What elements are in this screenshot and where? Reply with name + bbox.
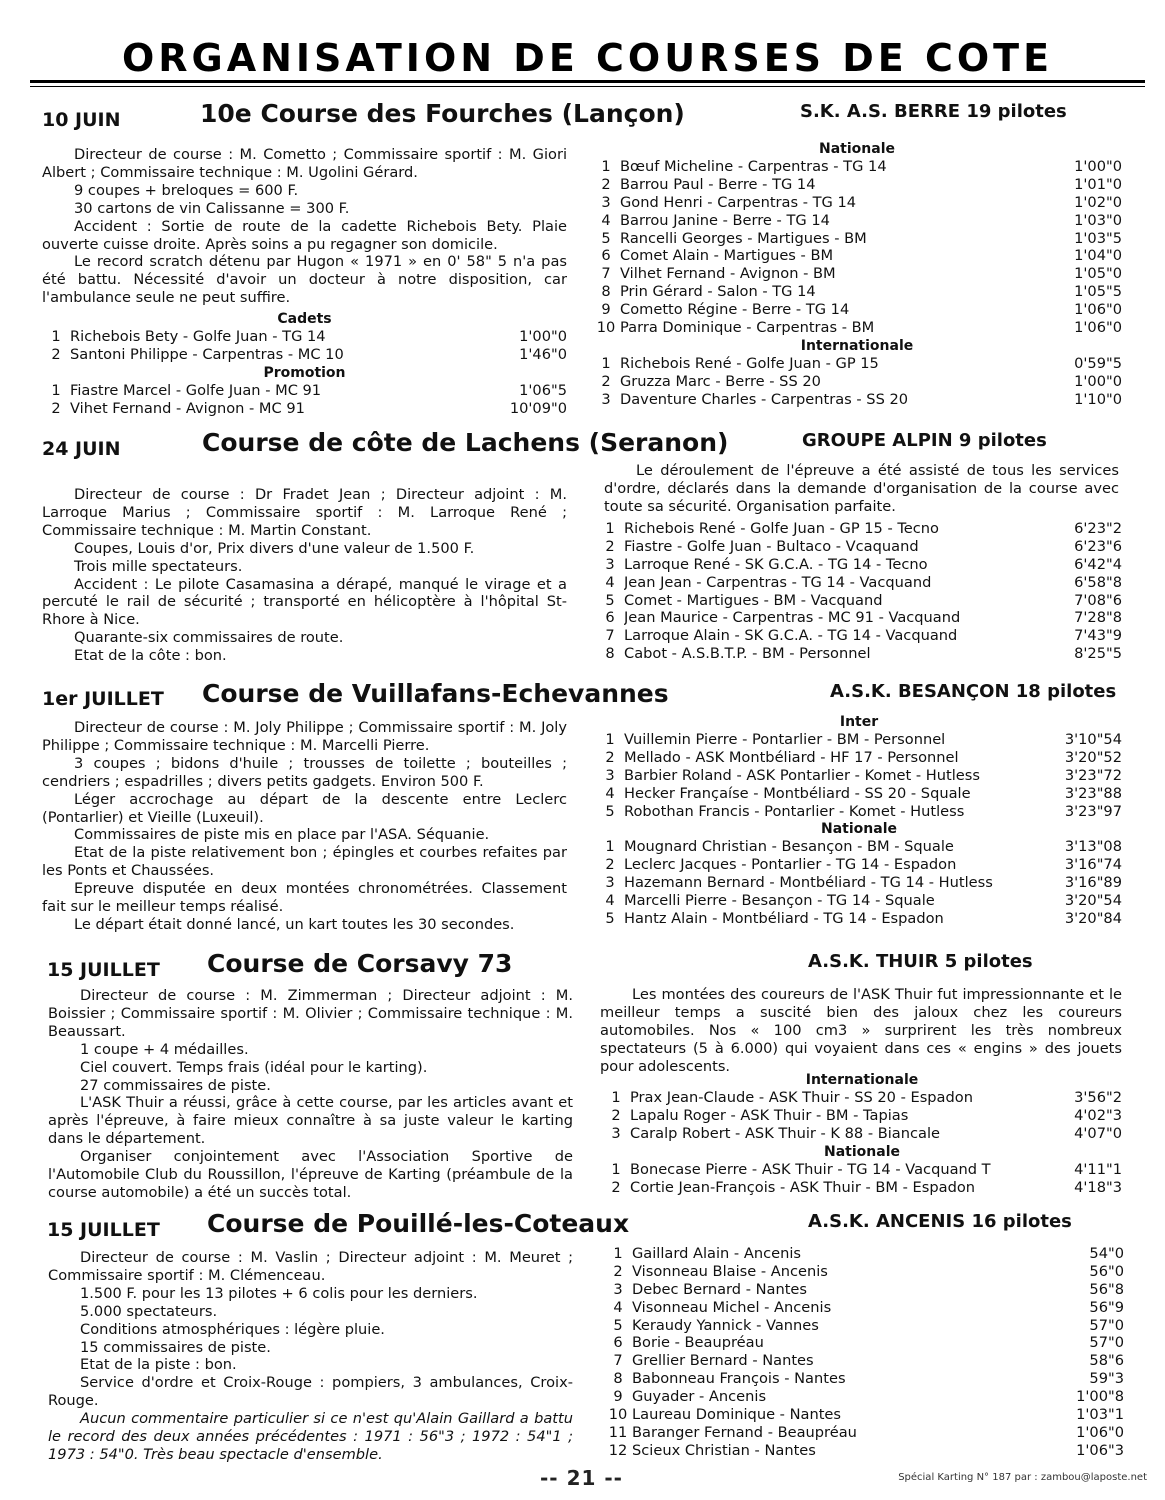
result-time: 1'00"0: [1074, 158, 1122, 175]
result-name: Rancelli Georges - Martigues - BM: [620, 229, 867, 247]
narrative-para: Trois mille spectateurs.: [74, 557, 243, 575]
result-time: 3'20"84: [1064, 910, 1122, 928]
result-time: 58"6: [1089, 1352, 1124, 1370]
result-name: Leclerc Jacques - Pontarlier - TG 14 - Espadon: [624, 856, 957, 874]
result-row: [592, 373, 1122, 391]
category-label: Promotion: [263, 364, 346, 381]
result-rank: 2: [611, 1106, 621, 1124]
result-name: Santoni Philippe - Carpentras - MC 10: [70, 345, 344, 363]
result-rank: 2: [605, 748, 615, 766]
result-rank: 7: [605, 627, 615, 645]
race-narrative: [42, 146, 567, 307]
result-rank: 9: [601, 301, 611, 319]
result-rank: 8: [601, 283, 611, 301]
race-title: Course de Pouillé-les-Coteaux: [207, 1209, 630, 1238]
narrative-para: Etat de la piste : bon.: [80, 1356, 237, 1374]
result-name: Fiastre Marcel - Golfe Juan - MC 91: [70, 381, 322, 399]
narrative-para: 5.000 spectateurs.: [80, 1302, 218, 1320]
result-time: 3'56"2: [1074, 1089, 1122, 1106]
intro-para: Les montées des coureurs de l'ASK Thuir fut impressionnante et le meilleur temps a suscité bien des jaloux chez les coureurs automobiles. Nos « 100 cm3 » surprirent les très nombreux spectateurs (5 à 6.000) qui voyaient dans ces « engins » des jouets pour adolescents.: [600, 986, 1122, 1075]
narrative-para: Quarante-six commissaires de route.: [74, 629, 344, 647]
result-rank: 4: [613, 1298, 623, 1316]
result-row: [42, 382, 567, 400]
result-name: Cometto Régine - Berre - TG 14: [620, 301, 850, 319]
result-name: Mellado - ASK Montbéliard - HF 17 - Personnel: [624, 748, 959, 766]
result-name: Vihet Fernand - Avignon - MC 91: [70, 399, 305, 417]
category-label: Nationale: [819, 141, 895, 157]
result-rank: 5: [605, 910, 615, 928]
result-name: Fiastre - Golfe Juan - Bultaco - Vcaquand: [624, 537, 919, 555]
result-time: 6'42"4: [1074, 555, 1122, 573]
result-rank: 8: [605, 645, 615, 663]
title-rule-thin: [30, 86, 1145, 87]
page-number: -- 21 --: [540, 1466, 623, 1490]
intro-para: Le déroulement de l'épreuve a été assisté de tous les services d'ordre, déclarés dans la demande d'organisation de la course avec toute sa sécurité. Organisation parfaite.: [604, 462, 1119, 515]
narrative-para: Etat de la côte : bon.: [74, 647, 227, 665]
result-name: Comet - Martigues - BM - Vacquand: [624, 591, 883, 609]
result-time: 1'46"0: [519, 345, 567, 363]
result-name: Robothan Francis - Pontarlier - Komet - Hutless: [624, 802, 965, 820]
result-row: [592, 319, 1122, 337]
result-rank: 5: [605, 802, 615, 820]
result-time: 1'06"5: [519, 381, 567, 399]
result-rank: 8: [613, 1370, 623, 1388]
result-time: 1'04"0: [1074, 247, 1122, 265]
result-time: 10'09"0: [509, 399, 567, 417]
result-time: 1'02"0: [1074, 193, 1122, 211]
result-row: [596, 910, 1122, 928]
result-name: Marcelli Pierre - Besançon - TG 14 - Squale: [624, 892, 935, 910]
race-date: 24 JUIN: [42, 438, 121, 460]
result-row: [602, 1161, 1122, 1179]
result-time: 8'25"5: [1074, 645, 1122, 663]
narrative-para: Coupes, Louis d'or, Prix divers d'une valeur de 1.500 F.: [74, 539, 475, 557]
result-time: 56"9: [1089, 1298, 1124, 1316]
race-date: 15 JUILLET: [47, 1219, 160, 1241]
credit-text: Spécial Karting N° 187 par :: [898, 1472, 1038, 1483]
narrative-para: Directeur de course : M. Joly Philippe ; Commissaire sportif : M. Joly Philippe ; Commissaire technique : M. Marcelli Pierre.: [42, 719, 567, 754]
result-time: 1'03"5: [1074, 229, 1122, 247]
result-row: [602, 1179, 1122, 1197]
result-time: 6'23"6: [1074, 537, 1122, 555]
result-name: Richebois René - Golfe Juan - GP 15: [620, 354, 879, 372]
result-time: 57"0: [1089, 1334, 1124, 1352]
result-name: Bœuf Micheline - Carpentras - TG 14: [620, 158, 887, 175]
narrative-para: 27 commissaires de piste.: [80, 1076, 271, 1094]
result-row: [604, 1317, 1124, 1335]
narrative-para: Accident : Sortie de route de la cadette Richebois Bety. Plaie ouverte cuisse droite. Après soins a pu regagner son domicile.: [42, 217, 567, 253]
result-rank: 10: [608, 1406, 628, 1424]
narrative-para: Service d'ordre et Croix-Rouge : pompiers, 3 ambulances, Croix-Rouge.: [48, 1374, 573, 1410]
result-rank: 1: [601, 354, 611, 372]
narrative-para: Organiser conjointement avec l'Association Sportive de l'Automobile Club du Roussillon, l'épreuve de Karting (préambule de la course automobile) a été un succès total.: [48, 1148, 573, 1201]
result-row: [604, 1388, 1124, 1406]
result-name: Hantz Alain - Montbéliard - TG 14 - Espadon: [624, 910, 944, 928]
result-row: [592, 391, 1122, 409]
result-rank: 5: [613, 1316, 623, 1334]
result-rank: 12: [608, 1441, 628, 1459]
result-time: 7'28"8: [1074, 609, 1122, 627]
result-name: Richebois Bety - Golfe Juan - TG 14: [70, 328, 326, 345]
result-time: 1'03"0: [1074, 211, 1122, 229]
result-time: 3'23"72: [1064, 766, 1122, 784]
narrative-para: 30 cartons de vin Calissanne = 300 F.: [74, 199, 350, 217]
narrative-para: Accident : Le pilote Casamasina a dérapé, manqué le virage et a percuté le rail de sécurité ; transporté en hélicoptère à l'hôpital St-Rhore à Nice.: [42, 575, 567, 629]
result-rank: 2: [611, 1178, 621, 1196]
result-name: Parra Dominique - Carpentras - BM: [620, 319, 875, 337]
result-rank: 1: [611, 1160, 621, 1178]
results-right: [602, 1071, 1122, 1196]
result-row: [596, 874, 1122, 892]
result-name: Prax Jean-Claude - ASK Thuir - SS 20 - Espadon: [630, 1089, 973, 1106]
result-time: 6'58"8: [1074, 573, 1122, 591]
result-rank: 1: [613, 1245, 623, 1262]
results-right: [592, 140, 1122, 409]
narrative-para: 9 coupes + breloques = 600 F.: [74, 181, 299, 199]
result-time: 1'06"0: [1074, 301, 1122, 319]
result-time: 1'10"0: [1074, 390, 1122, 408]
club-heading: GROUPE ALPIN 9 pilotes: [802, 430, 1047, 451]
narrative-para: Ciel couvert. Temps frais (idéal pour le karting).: [80, 1058, 428, 1076]
result-time: 3'20"54: [1064, 892, 1122, 910]
result-row: [592, 194, 1122, 212]
result-time: 3'20"52: [1064, 748, 1122, 766]
narrative-para: Commissaires de piste mis en place par l'ASA. Séquanie.: [74, 826, 490, 844]
result-row: [596, 556, 1122, 574]
race-date: 10 JUIN: [42, 109, 121, 131]
result-rank: 4: [605, 784, 615, 802]
result-rank: 2: [51, 399, 61, 417]
result-time: 1'00"0: [1074, 372, 1122, 390]
result-name: Hazemann Bernard - Montbéliard - TG 14 - Hutless: [624, 874, 993, 892]
result-rank: 7: [601, 265, 611, 283]
narrative-para: Directeur de course : M. Vaslin ; Directeur adjoint : M. Meuret ; Commissaire sportif : M. Clémenceau.: [48, 1249, 573, 1284]
result-time: 3'23"97: [1064, 802, 1122, 820]
result-row: [602, 1089, 1122, 1107]
result-rank: 3: [605, 874, 615, 892]
result-row: [596, 767, 1122, 785]
result-rank: 6: [613, 1334, 623, 1352]
result-rank: 1: [51, 381, 61, 399]
narrative-para: 3 coupes ; bidons d'huile ; trousses de toilette ; bouteilles ; cendriers ; espadrilles ; divers petits gadgets. Environ 500 F.: [42, 754, 567, 790]
result-time: 1'00"0: [519, 328, 567, 345]
result-row: [596, 609, 1122, 627]
result-row: [596, 838, 1122, 856]
result-name: Lapalu Roger - ASK Thuir - BM - Tapias: [630, 1106, 909, 1124]
result-time: 4'02"3: [1074, 1106, 1122, 1124]
result-time: 3'13"08: [1064, 838, 1122, 856]
result-rank: 11: [608, 1423, 628, 1441]
result-rank: 1: [601, 158, 611, 175]
club-heading: A.S.K. THUIR 5 pilotes: [808, 951, 1033, 972]
category-label: Nationale: [821, 821, 897, 838]
narrative-para: Le record scratch détenu par Hugon « 1971 » en 0' 58" 5 n'a pas été battu. Nécessité d'avoir un docteur à notre disposition, car l'ambulance seule ne peut suffire.: [42, 253, 567, 307]
result-rank: 2: [51, 345, 61, 363]
result-row: [592, 283, 1122, 301]
result-name: Jean Jean - Carpentras - TG 14 - Vacquand: [624, 573, 932, 591]
result-name: Gond Henri - Carpentras - TG 14: [620, 193, 857, 211]
result-name: Prin Gérard - Salon - TG 14: [620, 283, 816, 301]
title-rule: [30, 80, 1145, 83]
result-time: 3'16"89: [1064, 874, 1122, 892]
race-title: Course de côte de Lachens (Seranon): [202, 428, 729, 457]
result-rank: 2: [601, 372, 611, 390]
result-row: [592, 301, 1122, 319]
narrative-para: 1.500 F. pour les 13 pilotes + 6 colis pour les derniers.: [80, 1284, 478, 1302]
narrative-para: Directeur de course : M. Zimmerman ; Directeur adjoint : M. Boissier ; Commissaire sportif : M. Olivier ; Commissaire technique : M. Beaussart.: [48, 987, 573, 1040]
result-row: [596, 785, 1122, 803]
result-row: [604, 1406, 1124, 1424]
result-name: Caralp Robert - ASK Thuir - K 88 - Biancale: [630, 1124, 941, 1142]
race-intro: [604, 462, 1119, 516]
result-name: Visonneau Michel - Ancenis: [632, 1298, 832, 1316]
narrative-para: Léger accrochage au départ de la descente entre Leclerc (Pontarlier) et Vieille (Luxeuil).: [42, 790, 567, 826]
result-rank: 3: [611, 1124, 621, 1142]
result-time: 1'05"5: [1074, 283, 1122, 301]
result-rank: 4: [601, 211, 611, 229]
result-time: 4'18"3: [1074, 1178, 1122, 1196]
result-row: [596, 592, 1122, 610]
result-row: [604, 1334, 1124, 1352]
category-label: Cadets: [277, 311, 332, 327]
result-time: 59"3: [1089, 1370, 1124, 1388]
result-row: [592, 158, 1122, 176]
narrative-para: Directeur de course : M. Cometto ; Commissaire sportif : M. Giori Albert ; Commissaire technique : M. Ugolini Gérard.: [42, 146, 567, 181]
result-time: 56"8: [1089, 1280, 1124, 1298]
result-name: Visonneau Blaise - Ancenis: [632, 1262, 828, 1280]
result-name: Barrou Paul - Berre - TG 14: [620, 175, 816, 193]
result-row: [592, 212, 1122, 230]
result-rank: 3: [613, 1280, 623, 1298]
result-name: Cabot - A.S.B.T.P. - BM - Personnel: [624, 645, 871, 663]
result-row: [604, 1352, 1124, 1370]
result-row: [596, 538, 1122, 556]
result-name: Bonecase Pierre - ASK Thuir - TG 14 - Vacquand T: [630, 1160, 991, 1178]
club-heading: A.S.K. BESANÇON 18 pilotes: [830, 681, 1117, 702]
result-name: Gaillard Alain - Ancenis: [632, 1245, 801, 1262]
result-row: [592, 265, 1122, 283]
result-rank: 1: [611, 1089, 621, 1106]
result-rank: 9: [613, 1388, 623, 1406]
result-time: 4'07"0: [1074, 1124, 1122, 1142]
result-rank: 2: [605, 856, 615, 874]
result-name: Babonneau François - Nantes: [632, 1370, 846, 1388]
race-title: Course de Corsavy 73: [207, 949, 513, 978]
credit-email: zambou@laposte.net: [1040, 1472, 1147, 1483]
result-row: [592, 355, 1122, 373]
result-row: [592, 230, 1122, 248]
result-row: [42, 328, 567, 346]
result-time: 3'23"88: [1064, 784, 1122, 802]
page-title: ORGANISATION DE COURSES DE COTE: [121, 36, 1054, 80]
result-time: 1'06"0: [1076, 1423, 1124, 1441]
result-row: [596, 574, 1122, 592]
result-time: 54"0: [1089, 1245, 1124, 1262]
result-time: 57"0: [1089, 1316, 1124, 1334]
result-name: Daventure Charles - Carpentras - SS 20: [620, 390, 909, 408]
result-time: 56"0: [1089, 1262, 1124, 1280]
result-rank: 7: [613, 1352, 623, 1370]
result-rank: 3: [601, 193, 611, 211]
result-row: [596, 803, 1122, 821]
narrative-para: 15 commissaires de piste.: [80, 1338, 271, 1356]
result-rank: 6: [605, 609, 615, 627]
result-row: [42, 400, 567, 418]
result-row: [596, 520, 1122, 538]
result-name: Baranger Fernand - Beaupréau: [632, 1423, 857, 1441]
result-rank: 1: [605, 520, 615, 537]
race-intro: [600, 986, 1122, 1076]
result-rank: 3: [601, 390, 611, 408]
result-name: Grellier Bernard - Nantes: [632, 1352, 814, 1370]
narrative-para: L'ASK Thuir a réussi, grâce à cette course, par les articles avant et après l'épreuve, à faire mieux connaître à sa juste valeur le karting dans le département.: [48, 1094, 573, 1148]
result-row: [596, 627, 1122, 645]
result-name: Larroque René - SK G.C.A. - TG 14 - Tecno: [624, 555, 928, 573]
race-narrative: [48, 1249, 573, 1464]
result-row: [596, 731, 1122, 749]
result-name: Cortie Jean-François - ASK Thuir - BM - Espadon: [630, 1178, 976, 1196]
result-name: Comet Alain - Martigues - BM: [620, 247, 834, 265]
narrative-para: 1 coupe + 4 médailles.: [80, 1040, 249, 1058]
narrative-para: Epreuve disputée en deux montées chronométrées. Classement fait sur le meilleur temps réalisé.: [42, 880, 567, 916]
result-name: Borie - Beaupréau: [632, 1334, 764, 1352]
result-time: 7'43"9: [1074, 627, 1122, 645]
result-row: [604, 1299, 1124, 1317]
results-right: [604, 1245, 1124, 1460]
result-time: 0'59"5: [1074, 354, 1122, 372]
result-rank: 2: [605, 537, 615, 555]
result-row: [596, 645, 1122, 663]
result-name: Gruzza Marc - Berre - SS 20: [620, 372, 821, 390]
club-heading: S.K. A.S. BERRE 19 pilotes: [800, 101, 1067, 122]
result-rank: 10: [596, 319, 616, 337]
result-row: [604, 1424, 1124, 1442]
result-rank: 6: [601, 247, 611, 265]
category-label: Inter: [839, 714, 879, 730]
result-row: [604, 1263, 1124, 1281]
result-time: 1'05"0: [1074, 265, 1122, 283]
result-time: 3'10"54: [1064, 731, 1122, 748]
result-rank: 1: [51, 328, 61, 345]
result-row: [604, 1370, 1124, 1388]
result-rank: 3: [605, 766, 615, 784]
result-name: Keraudy Yannick - Vannes: [632, 1316, 819, 1334]
result-row: [592, 247, 1122, 265]
result-time: 4'11"1: [1074, 1160, 1122, 1178]
result-name: Mougnard Christian - Besançon - BM - Squale: [624, 838, 954, 856]
category-label: Nationale: [824, 1143, 900, 1160]
result-rank: 4: [605, 573, 615, 591]
result-name: Jean Maurice - Carpentras - MC 91 - Vacquand: [624, 609, 961, 627]
result-name: Larroque Alain - SK G.C.A. - TG 14 - Vacquand: [624, 627, 958, 645]
result-rank: 2: [613, 1262, 623, 1280]
result-name: Laureau Dominique - Nantes: [632, 1406, 842, 1424]
results-right: [596, 713, 1122, 928]
result-rank: 3: [605, 555, 615, 573]
result-time: 3'16"74: [1064, 856, 1122, 874]
result-row: [596, 856, 1122, 874]
credit-line: [898, 1472, 1147, 1483]
result-row: [604, 1442, 1124, 1460]
result-time: 1'06"0: [1074, 319, 1122, 337]
result-row: [602, 1107, 1122, 1125]
narrative-para: Etat de la piste relativement bon ; épingles et courbes refaites par les Ponts et Chaussées.: [42, 844, 567, 880]
result-name: Richebois René - Golfe Juan - GP 15 - Tecno: [624, 520, 939, 537]
result-rank: 5: [601, 229, 611, 247]
narrative-para: Directeur de course : Dr Fradet Jean ; Directeur adjoint : M. Larroque Marius ; Commissaire sportif : M. Larroque René ; Commissaire technique : M. Martin Constant.: [42, 486, 567, 539]
result-row: [604, 1281, 1124, 1299]
result-row: [42, 346, 567, 364]
category-label: Internationale: [800, 337, 914, 354]
result-rank: 5: [605, 591, 615, 609]
result-name: Vilhet Fernand - Avignon - BM: [620, 265, 836, 283]
result-name: Barrou Janine - Berre - TG 14: [620, 211, 830, 229]
race-title: 10e Course des Fourches (Lançon): [200, 99, 685, 128]
result-name: Scieux Christian - Nantes: [632, 1441, 816, 1459]
race-narrative: [42, 486, 567, 665]
results-right: [596, 520, 1122, 663]
result-row: [596, 892, 1122, 910]
race-date: 15 JUILLET: [47, 959, 160, 981]
result-rank: 4: [605, 892, 615, 910]
result-name: Guyader - Ancenis: [632, 1388, 767, 1406]
race-title: Course de Vuillafans-Echevannes: [202, 679, 669, 708]
club-heading: A.S.K. ANCENIS 16 pilotes: [808, 1211, 1072, 1232]
narrative-para: Aucun commentaire particulier si ce n'est qu'Alain Gaillard a battu le record des deux années précédentes : 1971 : 56"3 ; 1972 : 54"1 ; 1973 : 54"0. Très beau spectacle d'ensemble.: [48, 1410, 573, 1463]
race-narrative: [48, 987, 573, 1202]
result-time: 7'08"6: [1074, 591, 1122, 609]
result-name: Hecker Françaíse - Montbéliard - SS 20 - Squale: [624, 784, 971, 802]
category-label: Internationale: [805, 1072, 919, 1088]
narrative-para: Le départ était donné lancé, un kart toutes les 30 secondes.: [74, 915, 515, 933]
result-row: [604, 1245, 1124, 1263]
result-row: [596, 749, 1122, 767]
result-rank: 2: [601, 175, 611, 193]
result-name: Barbier Roland - ASK Pontarlier - Komet - Hutless: [624, 766, 980, 784]
race-narrative: [42, 719, 567, 934]
results-left: [42, 310, 567, 418]
result-rank: 1: [605, 838, 615, 856]
result-time: 1'03"1: [1076, 1406, 1124, 1424]
result-name: Debec Bernard - Nantes: [632, 1280, 808, 1298]
race-date: 1er JUILLET: [42, 688, 164, 710]
result-time: 1'06"3: [1076, 1441, 1124, 1459]
result-row: [602, 1125, 1122, 1143]
narrative-para: Conditions atmosphériques : légère pluie.: [80, 1320, 385, 1338]
result-name: Vuillemin Pierre - Pontarlier - BM - Personnel: [624, 731, 946, 748]
result-rank: 1: [605, 731, 615, 748]
result-time: 6'23"2: [1074, 520, 1122, 537]
result-time: 1'01"0: [1074, 175, 1122, 193]
result-time: 1'00"8: [1076, 1388, 1124, 1406]
result-row: [592, 176, 1122, 194]
